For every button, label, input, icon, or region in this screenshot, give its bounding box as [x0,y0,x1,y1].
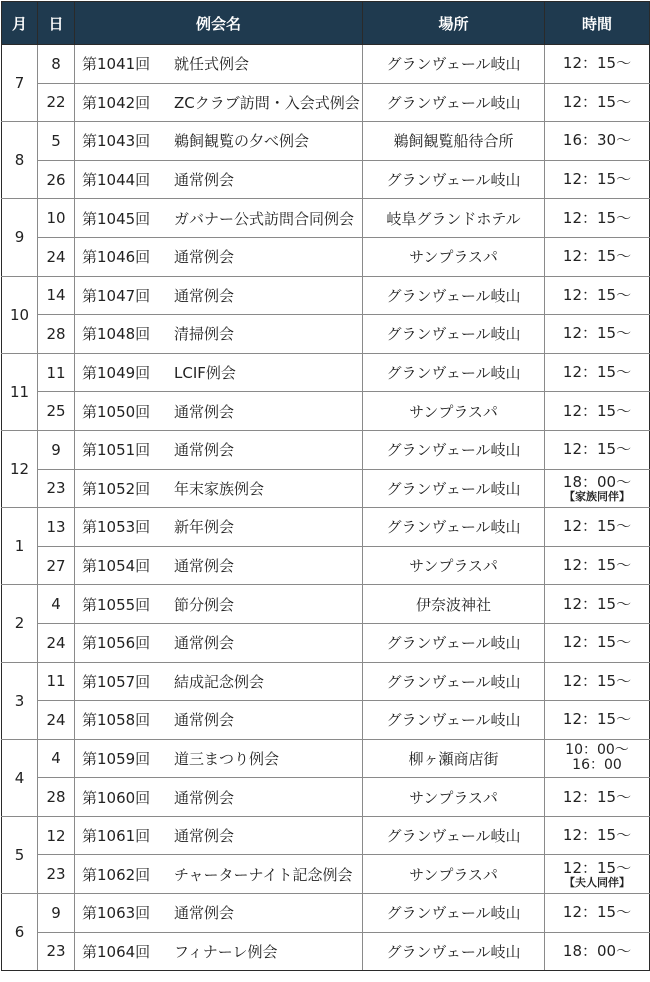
table-row [2,816,650,855]
meeting-name-cell [75,45,363,84]
meeting-name-cell [75,585,363,624]
place-cell: サンプラスパ [363,546,545,585]
place-cell: サンプラスパ [363,855,545,894]
day-cell: 10 [38,199,75,238]
day-cell: 28 [38,778,75,817]
time-note: 【夫人同伴】 [564,875,630,889]
meeting-name-cell [75,122,363,161]
place-cell: 鵜飼観覧船待合所 [363,122,545,161]
meeting-title: 鵜飼観覧の夕べ例会 [174,132,310,151]
place-cell: グランヴェール岐山 [363,45,545,84]
start-time: 18：00～ [562,941,632,960]
meeting-name-cell [75,315,363,354]
table-row [2,430,650,469]
table-row [2,199,650,238]
start-time: 12：15～ [562,594,632,613]
table-row [2,315,650,354]
table-row [2,122,650,161]
time-cell [545,45,650,84]
place-cell: グランヴェール岐山 [363,894,545,933]
meeting-number: 第1057回 [82,672,151,691]
place-cell: グランヴェール岐山 [363,932,545,971]
meeting-title: 通常例会 [174,402,235,421]
header-place: 場所 [363,2,545,45]
start-time: 12：15～ [562,363,632,382]
meeting-number: 第1046回 [82,248,151,267]
time-cell [545,392,650,431]
day-cell: 24 [38,701,75,740]
start-time: 12：15～ [562,633,632,652]
meeting-title: 年末家族例会 [174,479,265,498]
meeting-title: フィナーレ例会 [174,942,278,961]
meeting-number: 第1050回 [82,402,151,421]
place-cell: 伊奈波神社 [363,585,545,624]
table-row [2,83,650,122]
place-cell: グランヴェール岐山 [363,816,545,855]
start-time: 12：15～ [562,401,632,420]
time-cell [545,623,650,662]
meeting-number: 第1056回 [82,634,151,653]
day-cell: 4 [38,739,75,778]
day-cell: 22 [38,83,75,122]
time-cell [545,276,650,315]
start-time: 12：15～ [562,710,632,729]
time-cell [545,237,650,276]
table-row [2,585,650,624]
month-cell: 5 [2,816,38,893]
start-time: 12：15～ [562,54,632,73]
meeting-number: 第1045回 [82,209,151,228]
meeting-name-cell [75,623,363,662]
meeting-name-cell [75,855,363,894]
place-cell: グランヴェール岐山 [363,623,545,662]
meeting-title: 通常例会 [174,557,235,576]
time-cell [545,816,650,855]
table-row [2,45,650,84]
time-cell [545,122,650,161]
meeting-name-cell [75,469,363,508]
meeting-name-cell [75,546,363,585]
time-cell [545,894,650,933]
month-cell: 11 [2,353,38,430]
meeting-name-cell [75,662,363,701]
table-row [2,739,650,778]
table-row [2,469,650,508]
meeting-title: 通常例会 [174,827,235,846]
header-time: 時間 [545,2,650,45]
meeting-name-cell [75,816,363,855]
table-row [2,160,650,199]
meeting-title: LCIF例会 [174,364,236,383]
meeting-number: 第1048回 [82,325,151,344]
meeting-number: 第1043回 [82,132,151,151]
place-cell: グランヴェール岐山 [363,276,545,315]
table-row [2,932,650,971]
end-time: 16：00 [572,757,622,774]
start-time: 12：15～ [562,208,632,227]
table-row [2,237,650,276]
meeting-title: 通常例会 [174,634,235,653]
meeting-number: 第1060回 [82,788,151,807]
place-cell: グランヴェール岐山 [363,430,545,469]
meeting-name-cell [75,430,363,469]
day-cell: 23 [38,932,75,971]
table-header [2,2,650,45]
place-cell: サンプラスパ [363,237,545,276]
meeting-name-cell [75,353,363,392]
start-time: 12：15～ [562,92,632,111]
day-cell: 23 [38,855,75,894]
time-cell [545,199,650,238]
meeting-title: 通常例会 [174,441,235,460]
meeting-title: 新年例会 [174,518,235,537]
start-time: 18：00～ [562,472,632,491]
meeting-title: 結成記念例会 [174,672,265,691]
place-cell: グランヴェール岐山 [363,83,545,122]
meeting-title: 通常例会 [174,248,235,267]
meeting-name-cell [75,739,363,778]
meeting-name-cell [75,392,363,431]
day-cell: 9 [38,894,75,933]
meeting-number: 第1044回 [82,171,151,190]
day-cell: 8 [38,45,75,84]
month-cell: 9 [2,199,38,276]
meeting-name-cell [75,701,363,740]
day-cell: 28 [38,315,75,354]
day-cell: 24 [38,237,75,276]
start-time: 16：30～ [562,131,632,150]
time-cell [545,855,650,894]
meeting-title: 道三まつり例会 [174,749,280,768]
day-cell: 14 [38,276,75,315]
meeting-name-cell [75,276,363,315]
time-cell [545,83,650,122]
time-cell [545,315,650,354]
meeting-number: 第1063回 [82,904,151,923]
meeting-name-cell [75,160,363,199]
place-cell: グランヴェール岐山 [363,353,545,392]
day-cell: 24 [38,623,75,662]
place-cell: サンプラスパ [363,778,545,817]
time-cell [545,160,650,199]
meeting-number: 第1053回 [82,518,151,537]
start-time: 12：15～ [562,324,632,343]
meeting-schedule-table [1,1,650,971]
place-cell: グランヴェール岐山 [363,662,545,701]
month-cell: 2 [2,585,38,662]
meeting-title: チャーターナイト記念例会 [174,865,353,884]
month-cell: 10 [2,276,38,353]
meeting-title: 清掃例会 [174,325,235,344]
meeting-number: 第1047回 [82,286,151,305]
month-cell: 8 [2,122,38,199]
meeting-number: 第1061回 [82,827,151,846]
time-cell [545,508,650,547]
meeting-title: 通常例会 [174,286,235,305]
start-time: 12：15～ [562,517,632,536]
place-cell: グランヴェール岐山 [363,469,545,508]
time-cell [545,701,650,740]
meeting-name-cell [75,237,363,276]
meeting-number: 第1042回 [82,93,151,112]
meeting-title: 通常例会 [174,711,235,730]
table-row [2,392,650,431]
table-row [2,546,650,585]
day-cell: 11 [38,662,75,701]
start-time: 12：15～ [562,247,632,266]
table-row [2,623,650,662]
header-month: 月 [2,2,38,45]
day-cell: 5 [38,122,75,161]
meeting-name-cell [75,932,363,971]
start-time: 10：00～ [565,742,629,759]
meeting-number: 第1049回 [82,364,151,383]
meeting-title: 通常例会 [174,171,235,190]
month-cell: 6 [2,894,38,971]
place-cell: グランヴェール岐山 [363,508,545,547]
table-row [2,701,650,740]
day-cell: 11 [38,353,75,392]
start-time: 12：15～ [562,858,632,877]
time-cell [545,662,650,701]
day-cell: 12 [38,816,75,855]
day-cell: 27 [38,546,75,585]
time-cell [545,353,650,392]
place-cell: 柳ヶ瀬商店街 [363,739,545,778]
start-time: 12：15～ [562,671,632,690]
start-time: 12：15～ [562,556,632,575]
place-cell: グランヴェール岐山 [363,315,545,354]
meeting-title: 通常例会 [174,904,235,923]
table-body [2,45,650,971]
meeting-number: 第1064回 [82,942,151,961]
time-note: 【家族同伴】 [564,489,630,503]
meeting-title: 節分例会 [174,595,235,614]
meeting-title: ZCクラブ訪問・入会式例会 [174,93,360,112]
start-time: 12：15～ [562,903,632,922]
start-time: 12：15～ [562,787,632,806]
place-cell: サンプラスパ [363,392,545,431]
day-cell: 9 [38,430,75,469]
table-row [2,662,650,701]
meeting-name-cell [75,199,363,238]
time-cell [545,932,650,971]
time-cell [545,585,650,624]
meeting-name-cell [75,778,363,817]
time-cell [545,430,650,469]
month-cell: 3 [2,662,38,739]
header-meeting-name: 例会名 [75,2,363,45]
meeting-number: 第1062回 [82,865,151,884]
day-cell: 25 [38,392,75,431]
day-cell: 23 [38,469,75,508]
start-time: 12：15～ [562,826,632,845]
day-cell: 4 [38,585,75,624]
meeting-number: 第1051回 [82,441,151,460]
meeting-number: 第1058回 [82,711,151,730]
day-cell: 13 [38,508,75,547]
meeting-title: 通常例会 [174,788,235,807]
start-time: 12：15～ [562,285,632,304]
meeting-name-cell [75,83,363,122]
meeting-number: 第1059回 [82,749,151,768]
place-cell: グランヴェール岐山 [363,160,545,199]
meeting-title: 就任式例会 [174,55,250,74]
time-cell [545,469,650,508]
table-row [2,353,650,392]
month-cell: 12 [2,430,38,507]
meeting-number: 第1054回 [82,557,151,576]
meeting-number: 第1055回 [82,595,151,614]
table-row [2,855,650,894]
meeting-number: 第1052回 [82,479,151,498]
month-cell: 7 [2,45,38,122]
header-day: 日 [38,2,75,45]
day-cell: 26 [38,160,75,199]
table-row [2,778,650,817]
table-row [2,508,650,547]
table-row [2,894,650,933]
place-cell: 岐阜グランドホテル [363,199,545,238]
time-cell [545,546,650,585]
meeting-number: 第1041回 [82,55,151,74]
meeting-name-cell [75,508,363,547]
place-cell: グランヴェール岐山 [363,701,545,740]
time-cell [545,739,650,778]
meeting-name-cell [75,894,363,933]
start-time: 12：15～ [562,170,632,189]
table-row [2,276,650,315]
start-time: 12：15～ [562,440,632,459]
meeting-title: ガバナー公式訪問合同例会 [174,209,355,228]
month-cell: 1 [2,508,38,585]
month-cell: 4 [2,739,38,816]
time-cell [545,778,650,817]
